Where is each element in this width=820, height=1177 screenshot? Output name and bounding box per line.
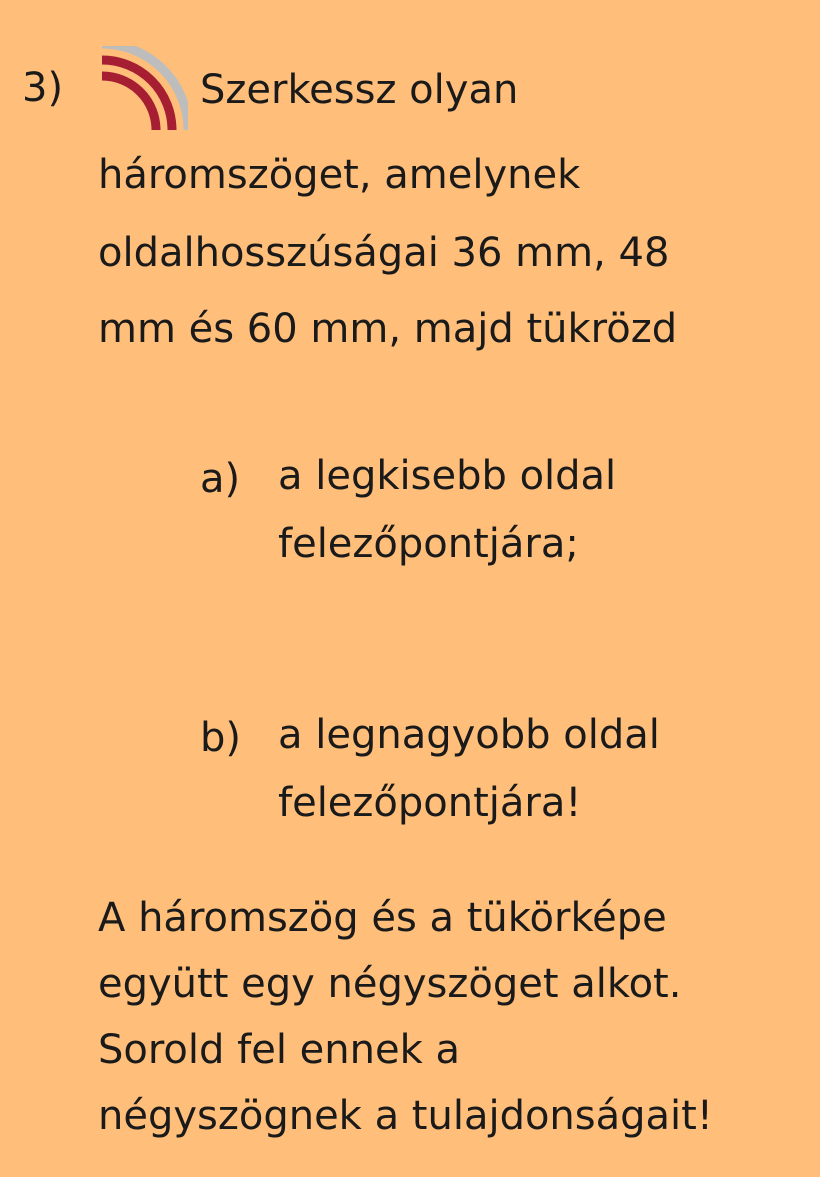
closing-line-3: Sorold fel ennek a xyxy=(98,1027,460,1073)
intro-line-2: háromszöget, amelynek xyxy=(98,152,581,198)
intro-line-1: Szerkessz olyan xyxy=(200,67,519,113)
subtask-b-label: b) xyxy=(200,715,241,761)
closing-line-4: négyszögnek a tulajdonságait! xyxy=(98,1093,713,1139)
difficulty-signal-icon xyxy=(96,46,188,138)
subtask-b-line-1: a legnagyobb oldal xyxy=(278,712,660,758)
closing-line-1: A háromszög és a tükörképe xyxy=(98,895,667,941)
intro-line-3: oldalhosszúságai 36 mm, 48 xyxy=(98,230,670,276)
intro-line-4: mm és 60 mm, majd tükrözd xyxy=(98,306,678,352)
subtask-b-line-2: felezőpontjára! xyxy=(278,780,582,826)
difficulty-arc-1 xyxy=(102,76,156,130)
task-number: 3) xyxy=(22,65,64,111)
subtask-a-line-2: felezőpontjára; xyxy=(278,521,579,567)
subtask-a-label: a) xyxy=(200,456,241,502)
subtask-a-line-1: a legkisebb oldal xyxy=(278,453,617,499)
closing-line-2: együtt egy négyszöget alkot. xyxy=(98,961,682,1007)
